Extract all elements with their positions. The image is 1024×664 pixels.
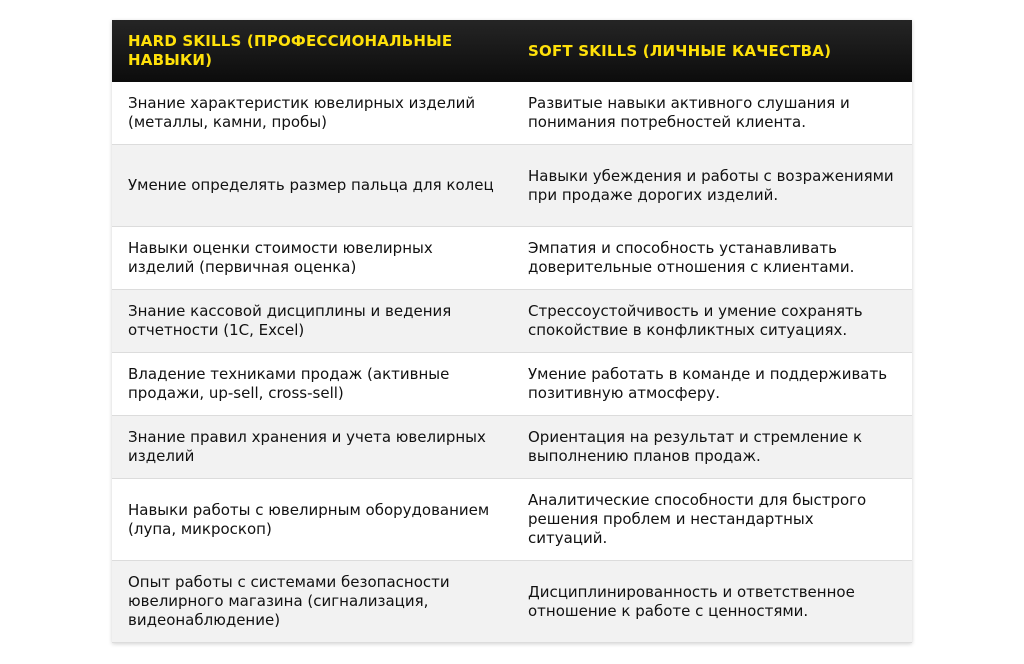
soft-skill-cell: Навыки убеждения и работы с возражениями при продаже дорогих изделий.: [512, 145, 912, 227]
soft-skill-cell: Эмпатия и способность устанавливать доверительные отношения с клиентами.: [512, 227, 912, 290]
skills-table-container: [112, 20, 912, 643]
hard-skill-cell: Навыки оценки стоимости ювелирных изделий (первичная оценка): [112, 227, 512, 290]
table-row: [112, 145, 912, 227]
table-row: [112, 290, 912, 353]
soft-skill-cell: Аналитические способности для быстрого решения проблем и нестандартных ситуаций.: [512, 479, 912, 561]
hard-skill-cell: Знание кассовой дисциплины и ведения отчетности (1С, Excel): [112, 290, 512, 353]
soft-skill-cell: Развитые навыки активного слушания и понимания потребностей клиента.: [512, 82, 912, 145]
soft-skill-cell: Дисциплинированность и ответственное отношение к работе с ценностями.: [512, 561, 912, 643]
hard-skill-cell: Умение определять размер пальца для колец: [112, 145, 512, 227]
hard-skill-cell: Опыт работы с системами безопасности ювелирного магазина (сигнализация, видеонаблюдение): [112, 561, 512, 643]
soft-skill-cell: Умение работать в команде и поддерживать позитивную атмосферу.: [512, 353, 912, 416]
header-soft-skills: SOFT SKILLS (ЛИЧНЫЕ КАЧЕСТВА): [512, 20, 912, 82]
table-row: [112, 561, 912, 643]
soft-skill-cell: Ориентация на результат и стремление к выполнению планов продаж.: [512, 416, 912, 479]
table-row: [112, 82, 912, 145]
skills-table: [112, 20, 912, 643]
table-header-row: [112, 20, 912, 82]
table-row: [112, 353, 912, 416]
header-hard-skills: HARD SKILLS (ПРОФЕССИОНАЛЬНЫЕ НАВЫКИ): [112, 20, 512, 82]
hard-skill-cell: Знание правил хранения и учета ювелирных изделий: [112, 416, 512, 479]
table-row: [112, 227, 912, 290]
hard-skill-cell: Навыки работы с ювелирным оборудованием (лупа, микроскоп): [112, 479, 512, 561]
hard-skill-cell: Знание характеристик ювелирных изделий (металлы, камни, пробы): [112, 82, 512, 145]
hard-skill-cell: Владение техниками продаж (активные продажи, up-sell, cross-sell): [112, 353, 512, 416]
table-row: [112, 479, 912, 561]
table-row: [112, 416, 912, 479]
soft-skill-cell: Стрессоустойчивость и умение сохранять спокойствие в конфликтных ситуациях.: [512, 290, 912, 353]
